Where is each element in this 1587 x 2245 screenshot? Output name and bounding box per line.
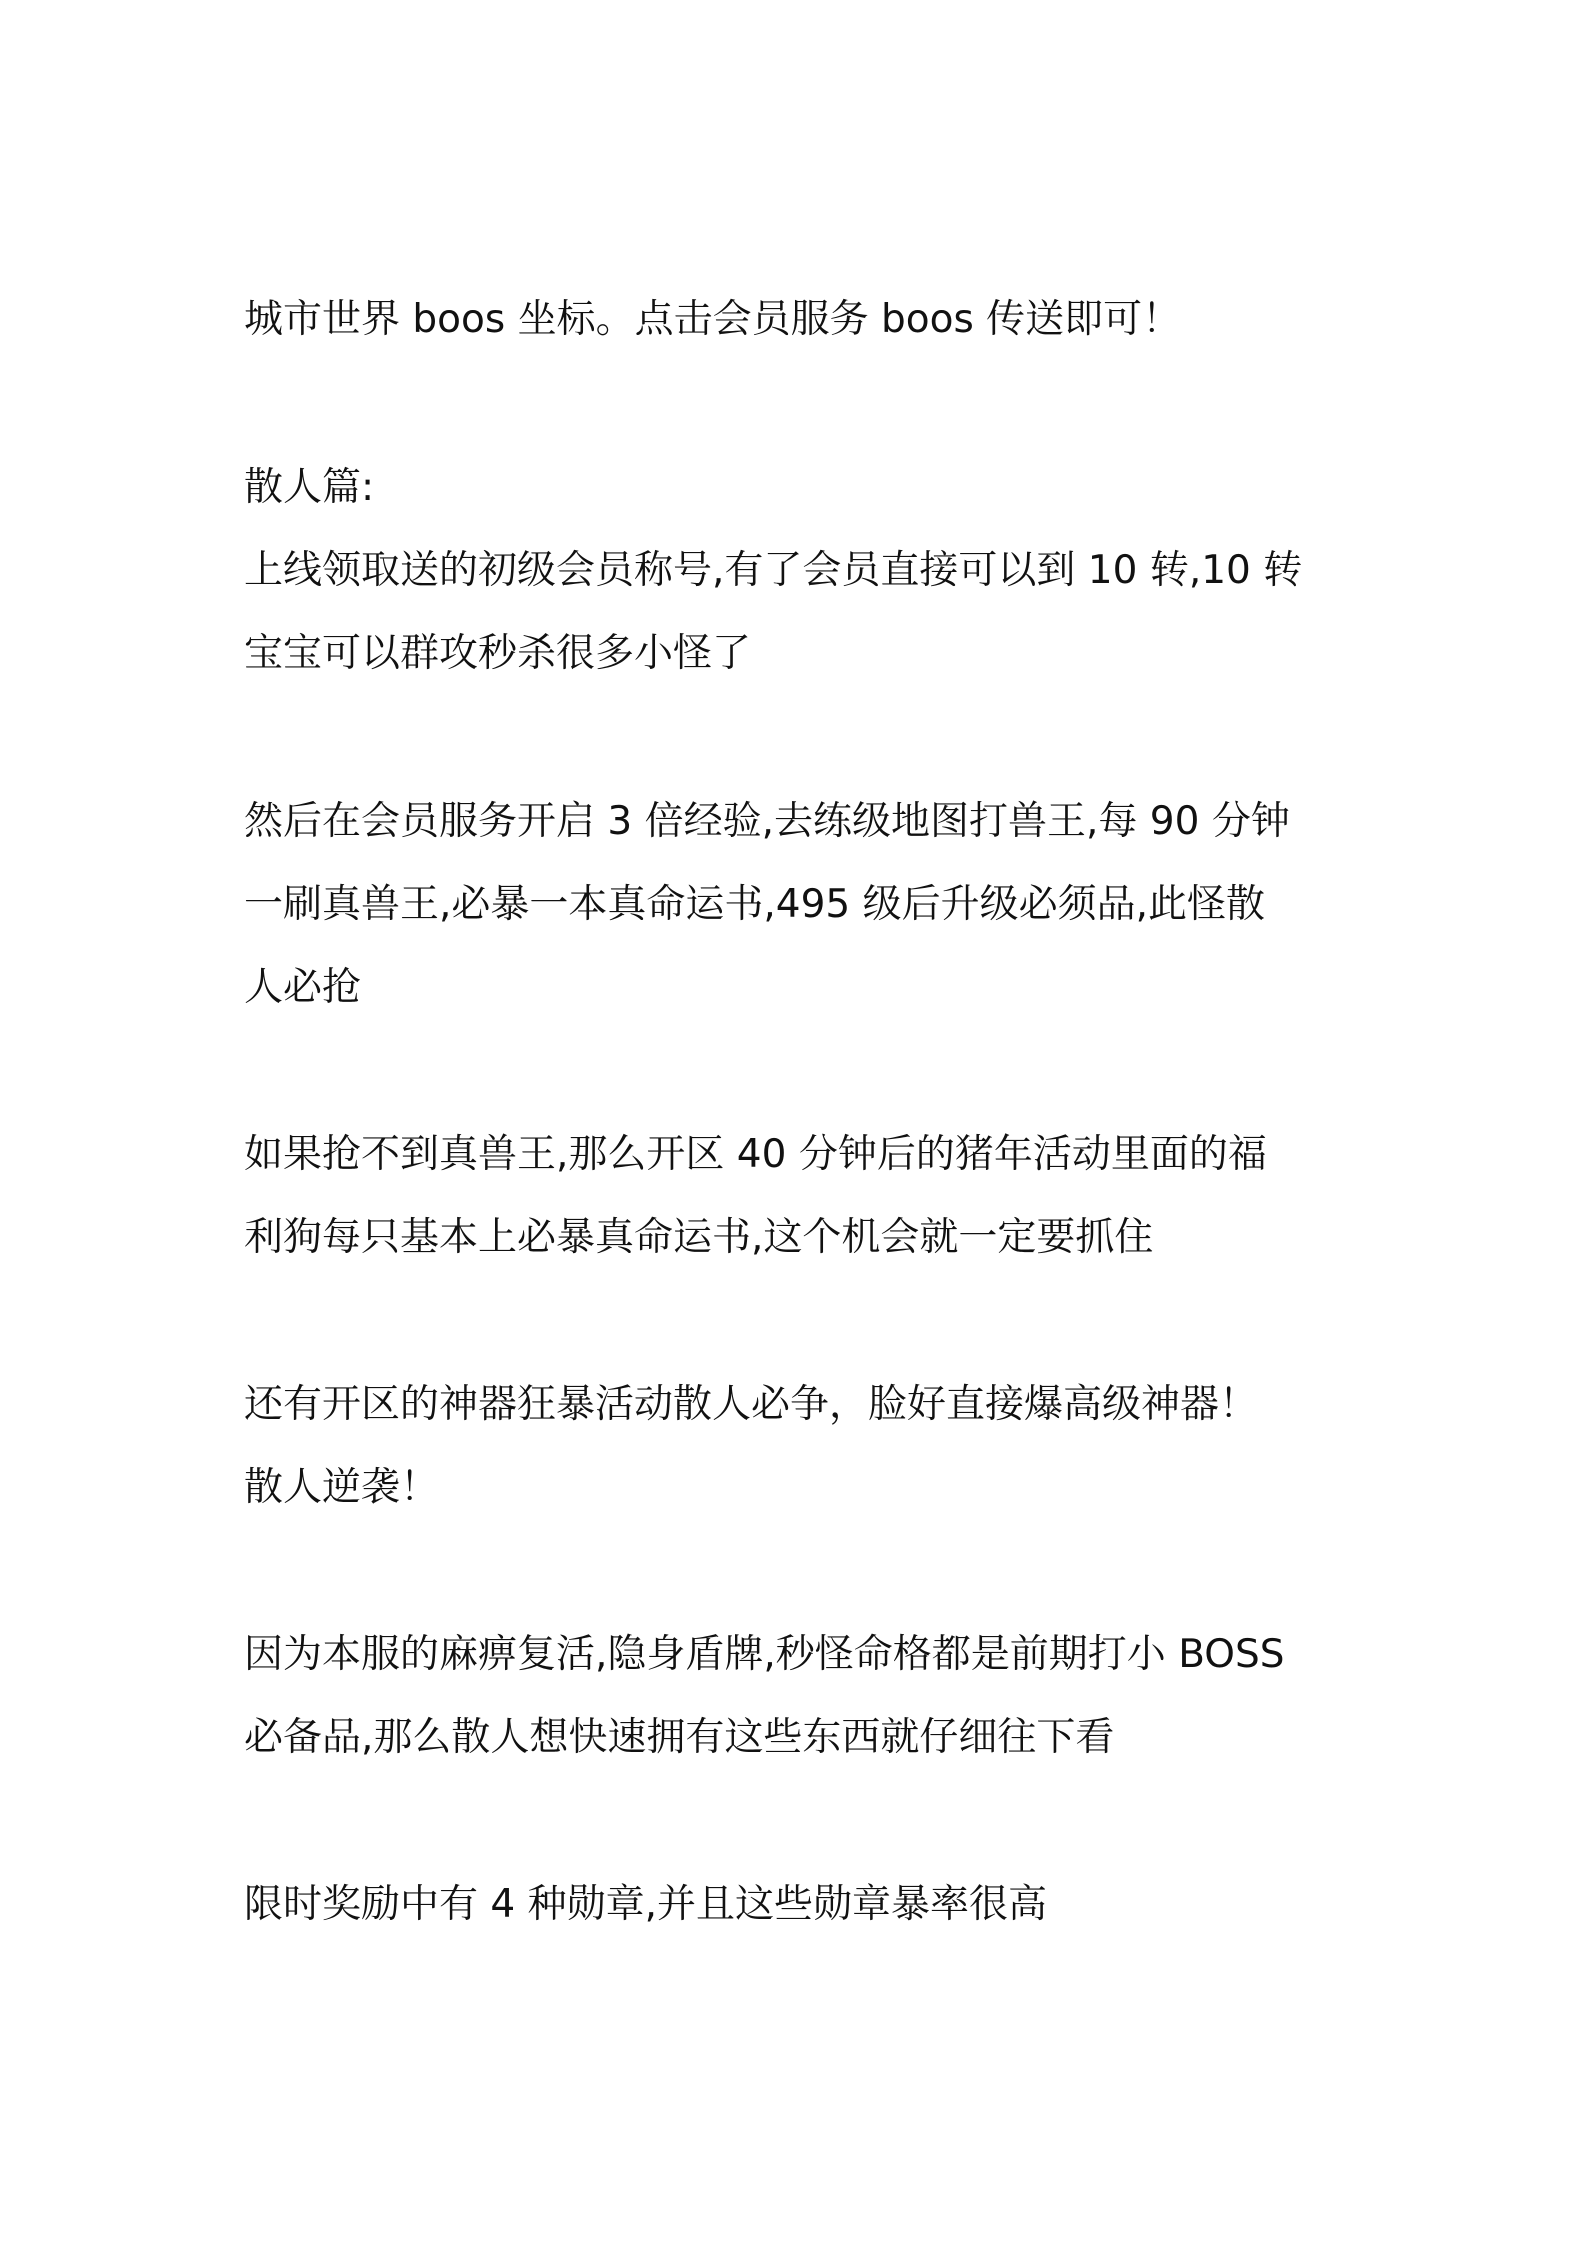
text-line: 还有开区的神器狂暴活动散人必争，脸好直接爆高级神器！ — [244, 1382, 1259, 1427]
text-line: 上线领取送的初级会员称号,有了会员直接可以到 10 转,10 转 — [244, 548, 1303, 593]
text-line: 因为本服的麻痹复活,隐身盾牌,秒怪命格都是前期打小 BOSS — [244, 1632, 1285, 1677]
text-line: 人必抢 — [244, 965, 362, 1010]
section-heading: 散人篇: — [244, 465, 375, 510]
text-line: 宝宝可以群攻秒杀很多小怪了 — [244, 631, 752, 676]
text-line: 利狗每只基本上必暴真命运书,这个机会就一定要抓住 — [244, 1215, 1154, 1260]
paragraph-medals — [244, 1863, 1364, 1946]
text-line: 必备品,那么散人想快速拥有这些东西就仔细往下看 — [244, 1715, 1115, 1760]
paragraph-boss-coordinates — [244, 278, 1364, 361]
text-line: 散人逆袭！ — [244, 1465, 440, 1510]
text-line: 限时奖励中有 4 种勋章,并且这些勋章暴率很高 — [244, 1882, 1048, 1927]
paragraph-pig-year-event — [244, 1113, 1364, 1279]
paragraph-solo-intro — [244, 446, 1364, 695]
text-line: 一刷真兽王,必暴一本真命运书,495 级后升级必须品,此怪散 — [244, 882, 1266, 927]
paragraph-artifact-event — [244, 1363, 1364, 1529]
text-line: 如果抢不到真兽王,那么开区 40 分钟后的猪年活动里面的福 — [244, 1132, 1267, 1177]
paragraph-essential-items — [244, 1613, 1364, 1779]
text-line: 然后在会员服务开启 3 倍经验,去练级地图打兽王,每 90 分钟 — [244, 799, 1290, 844]
paragraph-triple-exp — [244, 780, 1364, 1029]
text-line: 城市世界 boos 坐标。点击会员服务 boos 传送即可！ — [244, 297, 1182, 342]
